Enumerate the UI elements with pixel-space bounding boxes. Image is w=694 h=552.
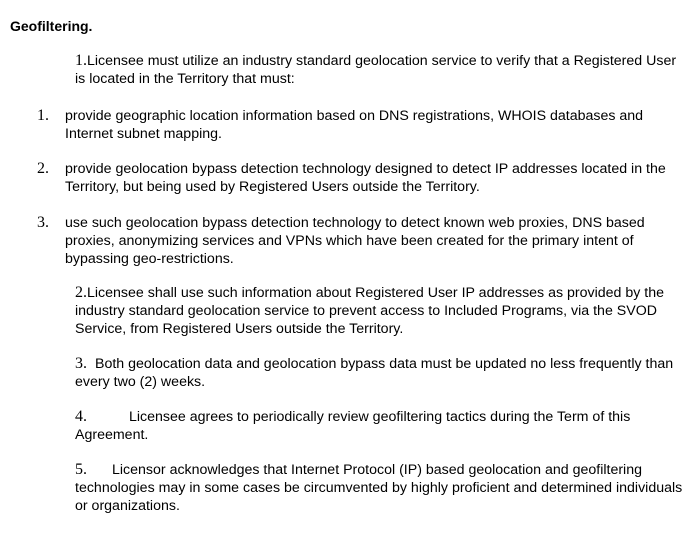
sub-item-1-number: 1. — [37, 107, 49, 124]
clause-4 — [75, 408, 687, 444]
clause-3 — [75, 355, 687, 391]
clause-1-number: 1. — [75, 52, 87, 69]
sub-item-1-text: provide geographic location information based on DNS registrations, WHOIS databases and Internet subnet mapping. — [65, 108, 644, 142]
clause-1 — [75, 52, 687, 88]
clause-3-number: 3. — [75, 355, 87, 372]
sub-item-2-text: provide geolocation bypass detection technology designed to detect IP addresses located in the Territory, but being used by Registered Users outside the Territory. — [65, 161, 666, 195]
clause-4-number: 4. — [75, 408, 87, 425]
clause-5 — [75, 461, 687, 515]
section-heading: Geofiltering. — [10, 18, 93, 34]
sub-item-3-text: use such geolocation bypass detection technology to detect known web proxies, DNS based proxies, anonymizing services and VPNs which have been created for the primary intent of bypassing geo-restrictions. — [65, 215, 645, 267]
clause-1-text: Licensee must utilize an industry standard geolocation service to verify that a Registered User is located in the Territory that must: — [75, 53, 677, 87]
clause-5-text: Licensor acknowledges that Internet Protocol (IP) based geolocation and geofiltering technologies may in some cases be circumvented by highly proficient and determined individuals or organizations. — [75, 462, 683, 514]
clause-5-number: 5. — [75, 461, 87, 478]
clause-2-text: Licensee shall use such information about Registered User IP addresses as provided by the industry standard geolocation service to prevent access to Included Programs, via the SVOD Service, from Registered Users outside the Territory. — [75, 285, 665, 337]
clause-2-number: 2. — [75, 284, 87, 301]
clause-3-text: Both geolocation data and geolocation bypass data must be updated no less frequently than every two (2) weeks. — [75, 356, 674, 390]
clause-2 — [75, 284, 687, 338]
sub-item-2-number: 2. — [37, 160, 49, 177]
sub-item-3-number: 3. — [37, 214, 49, 231]
clause-4-text: Licensee agrees to periodically review geofiltering tactics during the Term of this Agreement. — [75, 409, 631, 443]
